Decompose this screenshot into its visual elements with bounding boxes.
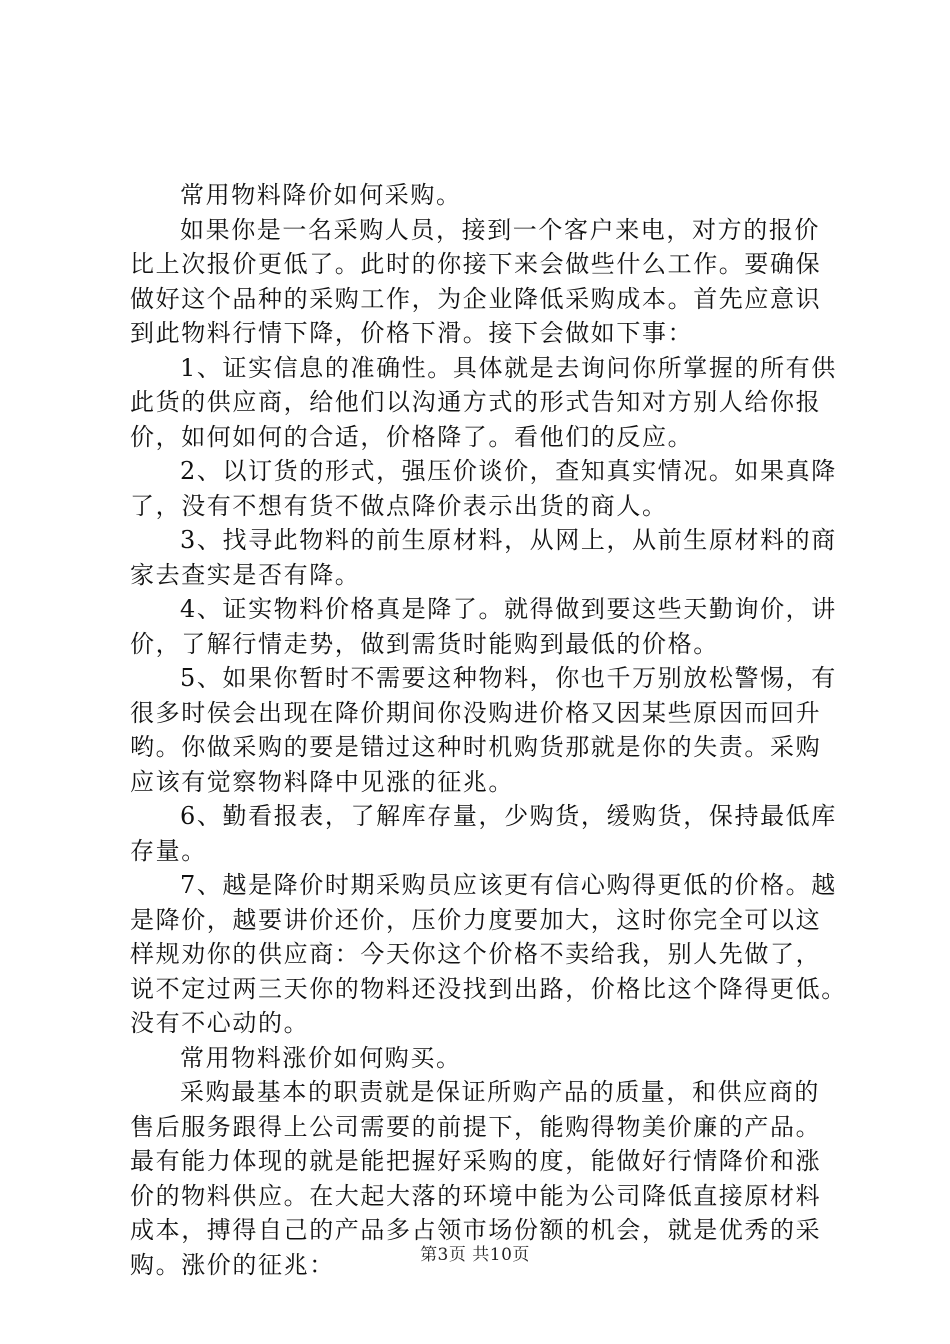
text-line: 7、越是降价时期采购员应该更有信心购得更低的价格。越 — [180, 871, 837, 899]
text-line: 样规劝你的供应商：今天你这个价格不卖给我，别人先做了， — [130, 940, 822, 968]
text-line: 4、证实物料价格真是降了。就得做到要这些天勤询价，讲 — [180, 595, 837, 623]
text-line: 很多时侯会出现在降价期间你没购进价格又因某些原因而回升 — [130, 698, 822, 727]
text-line: 此货的供应商，给他们以沟通方式的形式告知对方别人给你报 — [130, 388, 822, 416]
text-line: 1、证实信息的准确性。具体就是去询问你所掌握的所有供 — [180, 353, 837, 382]
text-line: 采购最基本的职责就是保证所购产品的质量，和供应商的 — [180, 1078, 820, 1106]
document-body — [130, 178, 850, 1282]
text-line: 价的物料供应。在大起大落的环境中能为公司降低直接原材料 — [130, 1181, 822, 1210]
text-line: 常用物料涨价如何购买。 — [180, 1043, 462, 1072]
text-line: 价，了解行情走势，做到需货时能购到最低的价格。 — [130, 629, 719, 658]
text-line: 家去查实是否有降。 — [130, 560, 361, 589]
page-footer: 第3页 共10页 — [420, 1245, 530, 1265]
text-line: 如果你是一名采购人员，接到一个客户来电，对方的报价 — [180, 215, 820, 244]
text-line: 价，如何如何的合适，价格降了。看他们的反应。 — [130, 422, 694, 451]
text-line: 购。涨价的征兆： — [130, 1250, 335, 1279]
text-line: 了，没有不想有货不做点降价表示出货的商人。 — [130, 491, 668, 520]
text-line: 是降价，越要讲价还价，压价力度要加大，这时你完全可以这 — [130, 905, 822, 934]
text-line: 应该有觉察物料降中见涨的征兆。 — [130, 767, 514, 796]
text-line: 2、以订货的形式，强压价谈价，查知真实情况。如果真降 — [180, 457, 837, 485]
text-line: 到此物料行情下降，价格下滑。接下会做如下事： — [130, 319, 694, 347]
text-line: 存量。 — [130, 836, 207, 865]
text-line: 成本，搏得自己的产品多占领市场份额的机会，就是优秀的采 — [130, 1216, 822, 1244]
text-line: 做好这个品种的采购工作，为企业降低采购成本。首先应意识 — [130, 284, 822, 313]
text-line: 常用物料降价如何采购。 — [180, 181, 462, 209]
text-line: 最有能力体现的就是能把握好采购的度，能做好行情降价和涨 — [130, 1147, 822, 1175]
text-line: 比上次报价更低了。此时的你接下来会做些什么工作。要确保 — [130, 250, 822, 278]
text-line: 3、找寻此物料的前生原材料，从网上，从前生原材料的商 — [180, 526, 837, 554]
text-line: 没有不心动的。 — [130, 1009, 310, 1037]
text-line: 售后服务跟得上公司需要的前提下，能购得物美价廉的产品。 — [130, 1112, 822, 1141]
text-line: 5、如果你暂时不需要这种物料，你也千万别放松警惕，有 — [180, 664, 837, 692]
text-line: 说不定过两三天你的物料还没找到出路，价格比这个降得更低。 — [130, 974, 847, 1003]
text-line: 6、勤看报表，了解库存量，少购货，缓购货，保持最低库 — [180, 802, 837, 830]
text-line: 哟。你做采购的要是错过这种时机购货那就是你的失责。采购 — [130, 733, 822, 761]
